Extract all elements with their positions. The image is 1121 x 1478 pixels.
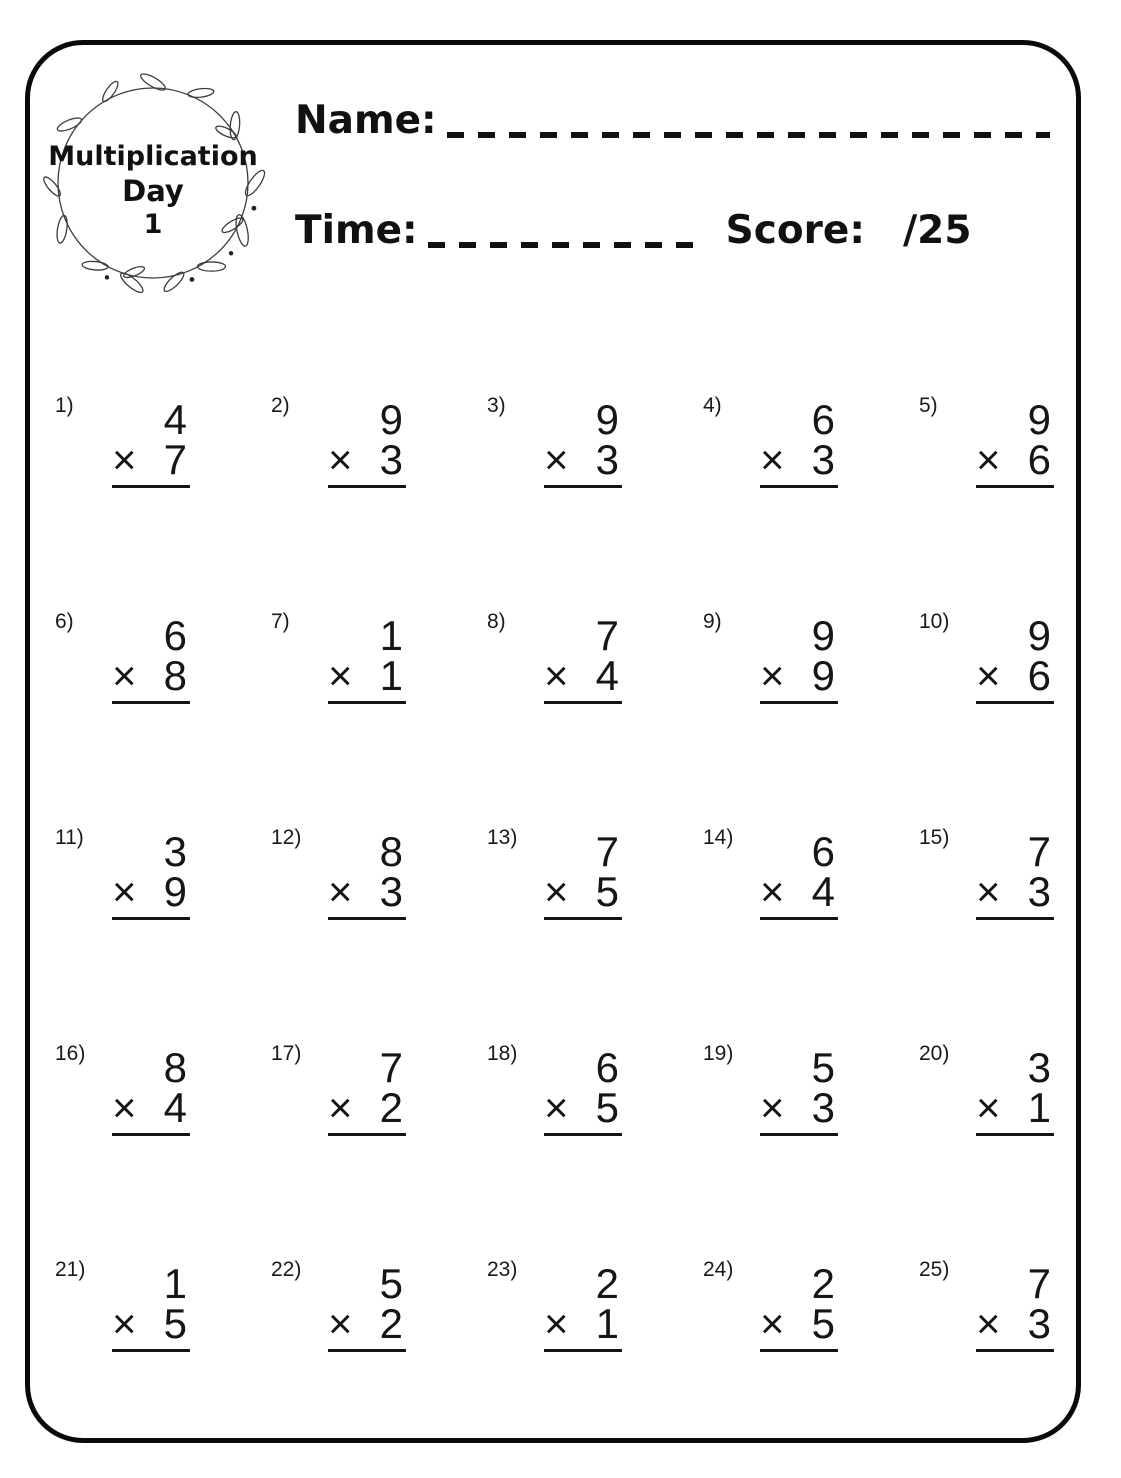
problem-number: 8) <box>487 610 506 633</box>
problem-number: 20) <box>919 1042 950 1065</box>
problem-number: 18) <box>487 1042 518 1065</box>
time-input-line[interactable] <box>428 242 700 248</box>
answer-line <box>760 485 838 488</box>
problem-cell <box>271 1256 487 1472</box>
answer-line <box>760 1349 838 1352</box>
problem-cell <box>487 608 703 824</box>
problem-number: 1) <box>55 394 74 417</box>
logo-title: Multiplication <box>48 141 258 172</box>
multiplicand: 3 <box>1027 1044 1051 1091</box>
multiplicand: 7 <box>379 1044 403 1091</box>
multiplicand: 6 <box>163 612 187 659</box>
problem-cell <box>487 1040 703 1256</box>
multiplier: 3 <box>1027 1300 1051 1347</box>
multiplier: 9 <box>811 652 835 699</box>
name-input-line[interactable] <box>447 132 1050 138</box>
multiplier: 3 <box>379 868 403 915</box>
answer-line <box>544 485 622 488</box>
problem-number: 9) <box>703 610 722 633</box>
problem-number: 15) <box>919 826 950 849</box>
logo-subtitle: Day <box>122 174 184 208</box>
problem-cell <box>487 824 703 1040</box>
problem-number: 10) <box>919 610 950 633</box>
multiplier: 4 <box>811 868 835 915</box>
multiplicand: 4 <box>163 396 187 443</box>
problem-cell <box>271 392 487 608</box>
multiply-icon: × <box>328 436 353 483</box>
problem <box>544 612 622 704</box>
multiply-icon: × <box>112 436 137 483</box>
multiply-icon: × <box>328 1300 353 1347</box>
answer-line <box>976 1133 1054 1136</box>
multiplicand: 3 <box>163 828 187 875</box>
problem-cell <box>919 392 1121 608</box>
multiply-icon: × <box>760 1084 785 1131</box>
problem <box>976 612 1054 704</box>
problem-number: 2) <box>271 394 290 417</box>
answer-line <box>112 917 190 920</box>
answer-line <box>544 1349 622 1352</box>
problem-number: 24) <box>703 1258 734 1281</box>
multiplier: 2 <box>379 1300 403 1347</box>
problem-cell <box>919 1040 1121 1256</box>
multiplicand: 9 <box>379 396 403 443</box>
multiplier: 1 <box>595 1300 619 1347</box>
multiplicand: 1 <box>163 1260 187 1307</box>
problem-cell <box>703 1256 919 1472</box>
multiply-icon: × <box>976 1300 1001 1347</box>
multiply-icon: × <box>328 652 353 699</box>
multiplier: 3 <box>379 436 403 483</box>
answer-line <box>112 485 190 488</box>
multiply-icon: × <box>976 868 1001 915</box>
problem <box>976 1044 1054 1136</box>
problem-cell <box>55 1256 271 1472</box>
answer-line <box>544 1133 622 1136</box>
multiplicand: 1 <box>379 612 403 659</box>
problem-number: 6) <box>55 610 74 633</box>
multiplicand: 8 <box>379 828 403 875</box>
score-value: /25 <box>902 208 972 253</box>
multiply-icon: × <box>112 868 137 915</box>
problem <box>328 612 406 704</box>
multiplier: 3 <box>811 436 835 483</box>
multiply-icon: × <box>976 436 1001 483</box>
multiplicand: 7 <box>595 828 619 875</box>
multiplicand: 5 <box>811 1044 835 1091</box>
problem-cell <box>703 824 919 1040</box>
multiplier: 3 <box>1027 868 1051 915</box>
problem-cell <box>703 392 919 608</box>
problem-number: 3) <box>487 394 506 417</box>
problem-cell <box>703 608 919 824</box>
answer-line <box>328 701 406 704</box>
answer-line <box>760 917 838 920</box>
multiply-icon: × <box>544 652 569 699</box>
multiplicand: 6 <box>811 828 835 875</box>
problem-number: 17) <box>271 1042 302 1065</box>
multiplier: 4 <box>595 652 619 699</box>
answer-line <box>976 485 1054 488</box>
problem <box>112 1044 190 1136</box>
problem <box>976 396 1054 488</box>
multiply-icon: × <box>760 1300 785 1347</box>
answer-line <box>544 917 622 920</box>
multiplier: 5 <box>595 1084 619 1131</box>
problem-cell <box>487 1256 703 1472</box>
problem-cell <box>919 608 1121 824</box>
multiplicand: 9 <box>1027 396 1051 443</box>
multiply-icon: × <box>112 652 137 699</box>
problem <box>544 828 622 920</box>
problem-cell <box>55 608 271 824</box>
problem <box>328 1044 406 1136</box>
answer-line <box>760 701 838 704</box>
problem <box>760 396 838 488</box>
multiplier: 6 <box>1027 436 1051 483</box>
problem-number: 5) <box>919 394 938 417</box>
problem <box>112 396 190 488</box>
problem-cell <box>703 1040 919 1256</box>
multiplicand: 7 <box>1027 828 1051 875</box>
multiplier: 5 <box>811 1300 835 1347</box>
multiplicand: 2 <box>595 1260 619 1307</box>
answer-line <box>976 701 1054 704</box>
problem-number: 14) <box>703 826 734 849</box>
multiplicand: 8 <box>163 1044 187 1091</box>
multiplier: 5 <box>163 1300 187 1347</box>
problem-number: 13) <box>487 826 518 849</box>
multiplicand: 6 <box>811 396 835 443</box>
multiplicand: 5 <box>379 1260 403 1307</box>
problem-number: 12) <box>271 826 302 849</box>
problem-cell <box>271 608 487 824</box>
answer-line <box>328 1349 406 1352</box>
multiplier: 3 <box>811 1084 835 1131</box>
problem-cell <box>271 1040 487 1256</box>
multiply-icon: × <box>760 436 785 483</box>
problem <box>112 612 190 704</box>
problem-number: 16) <box>55 1042 86 1065</box>
problem <box>760 828 838 920</box>
multiplier: 9 <box>163 868 187 915</box>
problem-number: 23) <box>487 1258 518 1281</box>
problem <box>760 1260 838 1352</box>
multiply-icon: × <box>544 868 569 915</box>
multiply-icon: × <box>760 652 785 699</box>
multiplier: 5 <box>595 868 619 915</box>
answer-line <box>328 1133 406 1136</box>
problem <box>328 828 406 920</box>
multiplicand: 9 <box>811 612 835 659</box>
problem-number: 25) <box>919 1258 950 1281</box>
multiply-icon: × <box>112 1300 137 1347</box>
logo-number: 1 <box>143 209 163 240</box>
problem <box>976 828 1054 920</box>
answer-line <box>328 485 406 488</box>
multiplicand: 9 <box>595 396 619 443</box>
problem <box>976 1260 1054 1352</box>
answer-line <box>112 1349 190 1352</box>
multiplicand: 9 <box>1027 612 1051 659</box>
multiply-icon: × <box>328 868 353 915</box>
problem-cell <box>55 824 271 1040</box>
problem-number: 4) <box>703 394 722 417</box>
multiply-icon: × <box>976 1084 1001 1131</box>
multiplier: 3 <box>595 436 619 483</box>
problems-grid <box>55 392 1121 1472</box>
problem-number: 7) <box>271 610 290 633</box>
wreath-logo <box>38 68 268 298</box>
problem <box>544 1044 622 1136</box>
multiplicand: 6 <box>595 1044 619 1091</box>
score-label: Score: <box>725 208 865 253</box>
problem <box>112 828 190 920</box>
multiply-icon: × <box>112 1084 137 1131</box>
name-row <box>295 98 1050 143</box>
multiply-icon: × <box>544 1300 569 1347</box>
answer-line <box>976 917 1054 920</box>
problem <box>544 396 622 488</box>
answer-line <box>328 917 406 920</box>
time-label: Time: <box>295 208 418 253</box>
multiplier: 1 <box>1027 1084 1051 1131</box>
multiply-icon: × <box>544 436 569 483</box>
problem <box>328 1260 406 1352</box>
answer-line <box>976 1349 1054 1352</box>
problem-number: 21) <box>55 1258 86 1281</box>
multiply-icon: × <box>328 1084 353 1131</box>
logo-text <box>38 140 268 242</box>
problem <box>760 1044 838 1136</box>
problem <box>544 1260 622 1352</box>
multiplier: 7 <box>163 436 187 483</box>
multiplier: 4 <box>163 1084 187 1131</box>
answer-line <box>112 1133 190 1136</box>
multiplicand: 7 <box>595 612 619 659</box>
answer-line <box>544 701 622 704</box>
multiplier: 6 <box>1027 652 1051 699</box>
problem-cell <box>55 392 271 608</box>
multiply-icon: × <box>544 1084 569 1131</box>
name-label: Name: <box>295 98 437 143</box>
answer-line <box>112 701 190 704</box>
problem-cell <box>919 824 1121 1040</box>
multiplier: 2 <box>379 1084 403 1131</box>
problem-number: 11) <box>55 826 84 849</box>
time-score-row <box>295 208 1015 253</box>
answer-line <box>760 1133 838 1136</box>
problem-cell <box>919 1256 1121 1472</box>
multiply-icon: × <box>760 868 785 915</box>
problem <box>760 612 838 704</box>
problem-cell <box>487 392 703 608</box>
problem-number: 19) <box>703 1042 734 1065</box>
multiply-icon: × <box>976 652 1001 699</box>
multiplicand: 7 <box>1027 1260 1051 1307</box>
multiplier: 1 <box>379 652 403 699</box>
problem-number: 22) <box>271 1258 302 1281</box>
problem <box>112 1260 190 1352</box>
multiplier: 8 <box>163 652 187 699</box>
problem-cell <box>271 824 487 1040</box>
multiplicand: 2 <box>811 1260 835 1307</box>
problem-cell <box>55 1040 271 1256</box>
problem <box>328 396 406 488</box>
